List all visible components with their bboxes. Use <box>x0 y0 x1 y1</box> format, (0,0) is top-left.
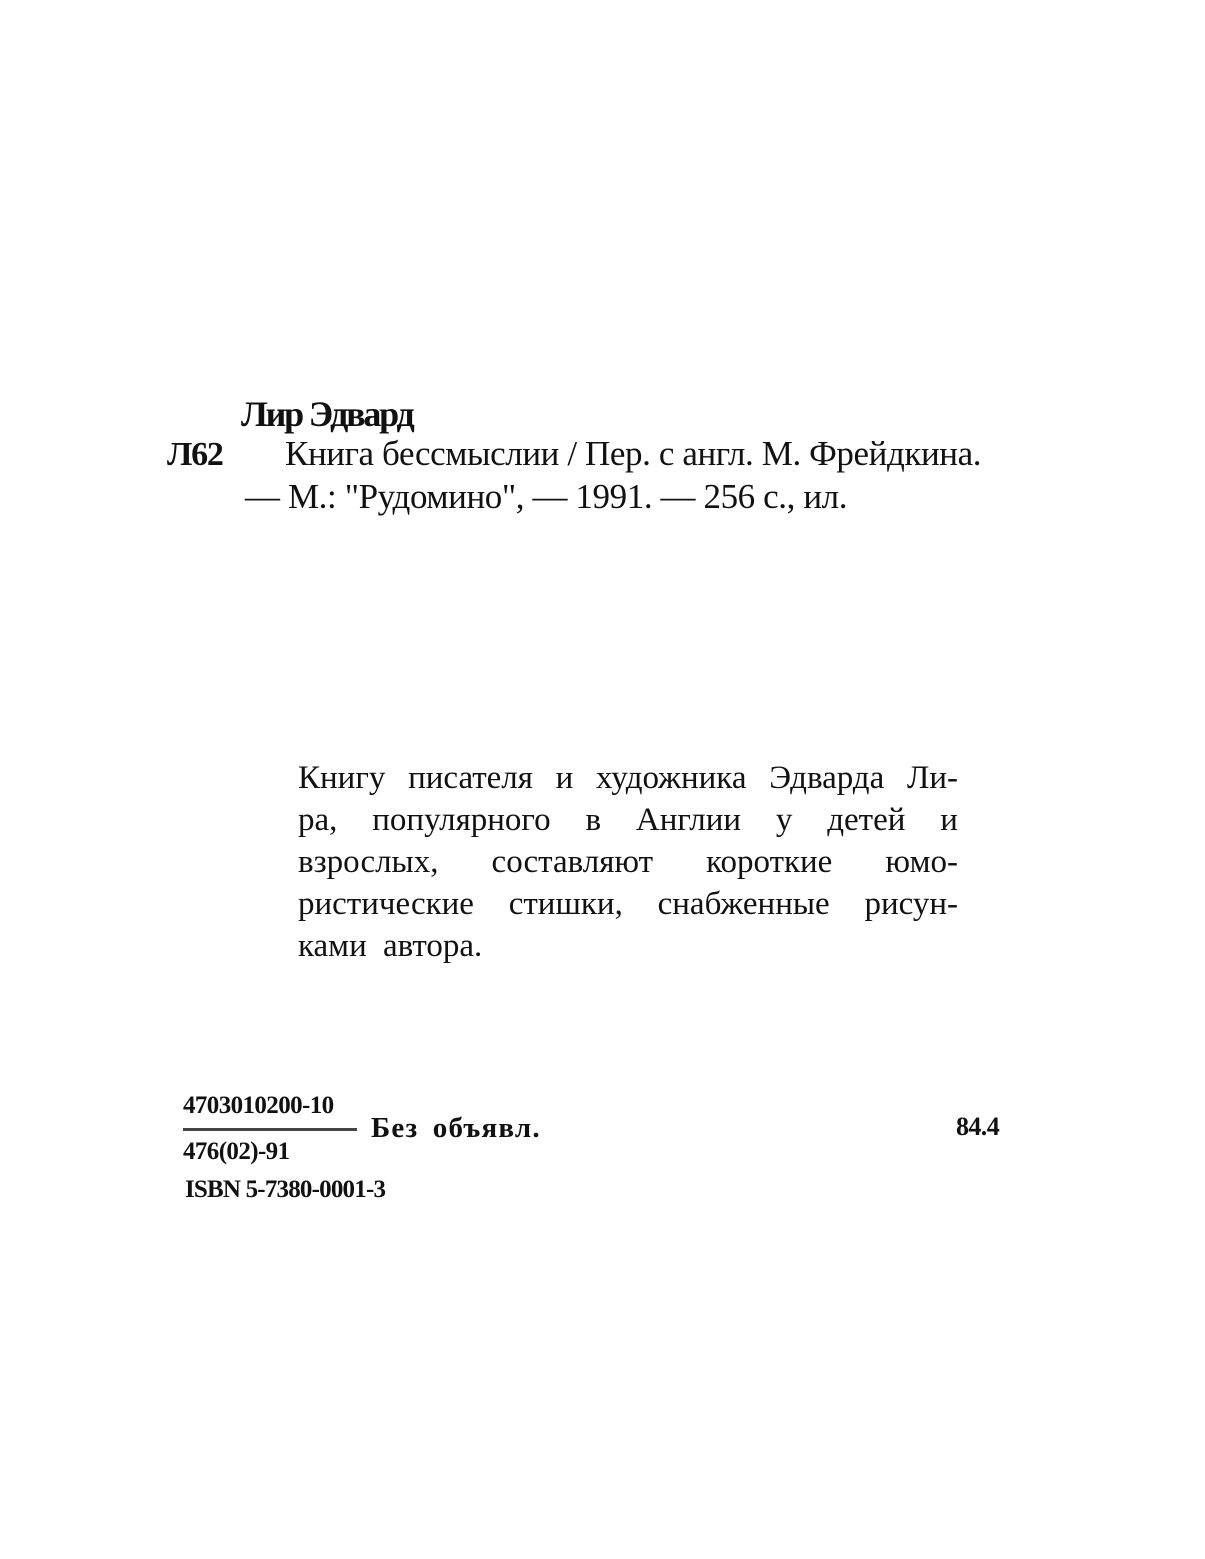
price-note: Без объявл. <box>371 1112 541 1144</box>
annotation-word: ра, <box>298 802 338 838</box>
annotation-line <box>298 799 958 841</box>
annotation-word: короткие <box>706 844 833 880</box>
annotation-line <box>298 925 958 967</box>
annotation-word: и <box>555 760 574 796</box>
bbk-code: 84.4 <box>956 1112 1000 1141</box>
annotation <box>298 757 958 967</box>
annotation-word: рисун- <box>864 886 958 922</box>
annotation-word: Книгу <box>298 760 386 796</box>
annotation-line <box>298 841 958 883</box>
isbn: ISBN 5-7380-0001-3 <box>185 1176 386 1203</box>
annotation-word: взрослых, <box>298 844 439 880</box>
classification-number-top: 4703010200-10 <box>183 1092 334 1119</box>
annotation-word: Англии <box>635 802 742 838</box>
annotation-word: юмо- <box>885 844 958 880</box>
fraction-divider <box>183 1128 357 1131</box>
annotation-word: снабженные <box>657 886 830 922</box>
annotation-word: Ли- <box>906 760 958 796</box>
annotation-word: писателя <box>408 760 533 796</box>
annotation-word: популярного <box>372 802 551 838</box>
imprint-line: — М.: "Рудомино", — 1991. — 256 с., ил. <box>245 477 848 516</box>
annotation-line <box>298 757 958 799</box>
annotation-word: в <box>585 802 602 838</box>
classification-number-bottom: 476(02)-91 <box>183 1138 290 1165</box>
annotation-word: ками автора. <box>298 928 483 964</box>
annotation-word: составляют <box>491 844 654 880</box>
book-title-line: Книга бессмыслии / Пер. с англ. М. Фрейдкина. <box>285 434 982 473</box>
author-code: Л62 <box>167 436 223 473</box>
annotation-line <box>298 883 958 925</box>
annotation-word: детей <box>827 802 906 838</box>
annotation-word: стишки, <box>508 886 623 922</box>
annotation-word: у <box>775 802 793 838</box>
author-heading: Лир Эдвард <box>241 394 413 434</box>
annotation-word: художника <box>596 760 747 796</box>
annotation-word: Эдварда <box>769 760 885 796</box>
annotation-word: и <box>940 802 958 838</box>
annotation-word: ристические <box>298 886 474 922</box>
